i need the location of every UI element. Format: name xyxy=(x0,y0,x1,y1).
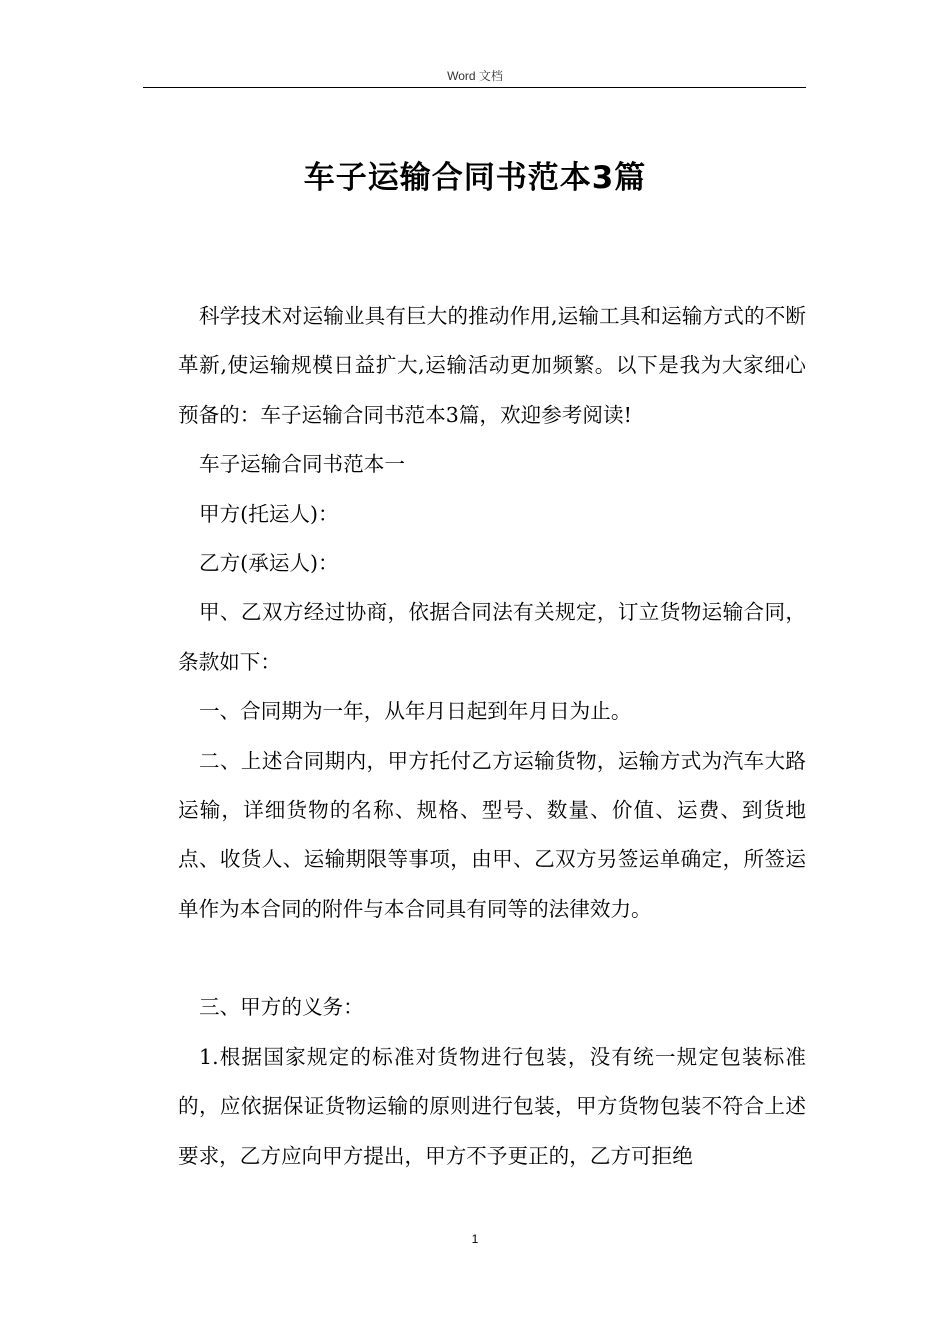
document-header-label: Word 文档 xyxy=(447,69,503,83)
intro-paragraph: 科学技术对运输业具有巨大的推动作用,运输工具和运输方式的不断革新,使运输规模日益扩大,运输活动更加频繁。以下是我为大家细心预备的：车子运输合同书范本3篇，欢迎参考阅读! xyxy=(178,304,806,427)
clause-three-heading: 三、甲方的义务： xyxy=(199,995,364,1020)
document-body xyxy=(178,292,806,1181)
clause-one: 一、合同期为一年，从年月日起到年月日为止。 xyxy=(199,699,632,724)
header-divider xyxy=(143,87,806,88)
party-a-line: 甲方(托运人)： xyxy=(199,501,339,526)
clause-two: 二、上述合同期内，甲方托付乙方运输货物，运输方式为汽车大路运输，详细货物的名称、规格、型号、数量、价值、运费、到货地点、收货人、运输期限等事项，由甲、乙双方另签运单确定，所签运单作为本合同的附件与本合同具有同等的法律效力。 xyxy=(178,748,806,921)
clause-three-item-one: 1.根据国家规定的标准对货物进行包装，没有统一规定包装标准的，应依据保证货物运输的原则进行包装，甲方货物包装不符合上述要求，乙方应向甲方提出，甲方不予更正的，乙方可拒绝 xyxy=(178,1044,806,1168)
section-heading-contract-one: 车子运输合同书范本一 xyxy=(199,452,405,477)
party-b-line: 乙方(承运人)： xyxy=(199,551,339,576)
agreement-preamble: 甲、乙双方经过协商，依据合同法有关规定，订立货物运输合同，条款如下： xyxy=(178,600,806,674)
document-title: 车子运输合同书范本3篇 xyxy=(303,160,647,196)
page-number: 1 xyxy=(471,1232,479,1246)
